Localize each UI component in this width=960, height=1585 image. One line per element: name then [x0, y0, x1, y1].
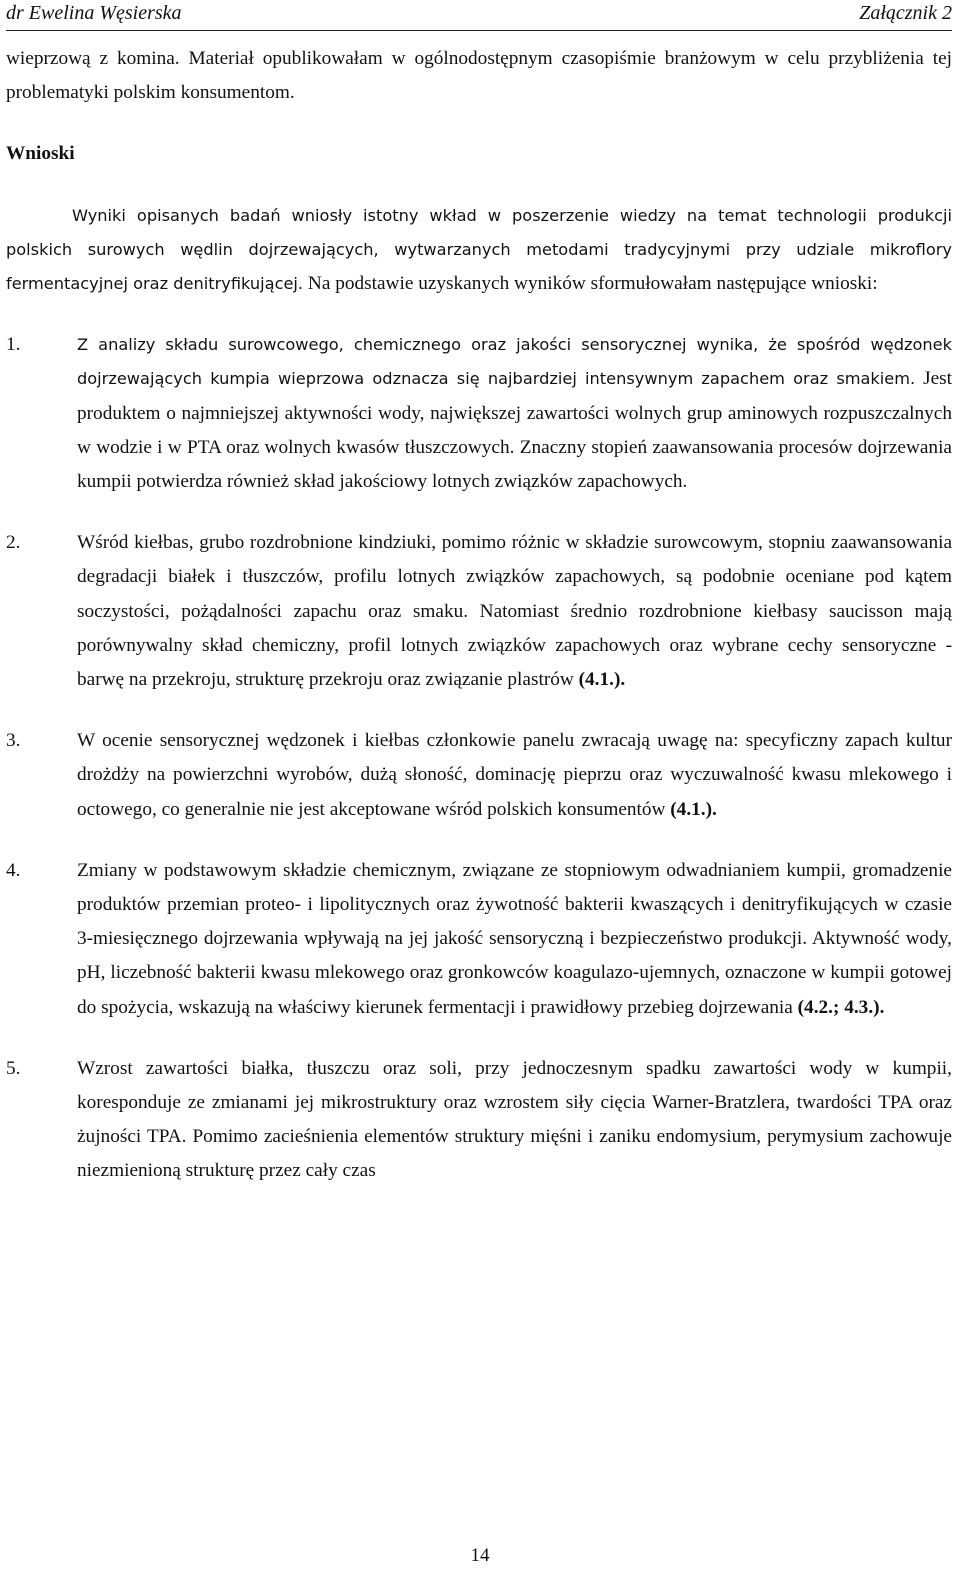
conclusion-item-1	[6, 328, 952, 499]
document-body	[6, 42, 952, 1216]
item-text-sans: Z analizy składu surowcowego, chemicznego oraz jakości sensorycznej wynika, że spośród wędzonek dojrzewających kumpia wieprzowa odznacza się najbardziej intensywnym zapachem oraz smakiem.	[77, 335, 952, 389]
page-header	[6, 0, 952, 31]
section-title: Wnioski	[6, 143, 75, 165]
item-reference: (4.1.).	[670, 798, 717, 820]
header-attachment: Załącznik 2	[859, 2, 952, 24]
intro-paragraph: wieprzową z komina. Materiał opublikowałam w ogólnodostępnym czasopiśmie branżowym w celu przybliżenia tej problematyki polskim konsumentom.	[6, 48, 952, 104]
conclusion-item-4	[6, 854, 952, 1025]
item-text-body: Wśród kiełbas, grubo rozdrobnione kindziuki, pomimo różnic w składzie surowcowym, stopniu zaawansowania degradacji białek i tłuszczów, profilu lotnych związków zapachowych, są podobnie oceniane pod kątem soczystości, pożądalności zapachu oraz smaku. Natomiast średnio rozdrobnione kiełbasy saucisson mają porównywalny skład chemiczny, profil lotnych związków zapachowych oraz wybrane cechy sensoryczne - barwę na przekroju, strukturę przekroju oraz związanie plastrów	[77, 532, 952, 691]
page-number: 14	[470, 1545, 490, 1566]
item-number: 3 .	[6, 724, 20, 758]
item-text-body: Zmiany w podstawowym składzie chemicznym, związane ze stopniowym odwadnianiem kumpii, gromadzenie produktów przemian proteo- i lipolitycznych oraz żywotność bakterii kwaszących i denitryfikujących w czasie 3-miesięcznego dojrzewania wpływają na jej jakość sensoryczną i bezpieczeństwo produkcji. Aktywność wody, pH, liczebność bakterii kwasu mlekowego oraz gronkowców koagulazo-ujemnych, oznaczone w kumpii gotowej do spożycia, wskazują na właściwy kierunek fermentacji i prawidłowy przebieg dojrzewania	[77, 859, 952, 1018]
item-number: 5 .	[6, 1052, 20, 1086]
conclusion-item-3	[6, 724, 952, 827]
lead-text-sans: Wyniki opisanych badań wniosły istotny wkład w poszerzenie wiedzy na temat technologii produkcji polskich surowych wędlin dojrzewających, wytwarzanych metodami tradycyjnymi przy udziale mikroflory fermentacyjnej oraz denitryfikującej.	[6, 205, 952, 294]
conclusion-item-5	[6, 1052, 952, 1189]
item-text	[77, 328, 952, 499]
item-number: 2 .	[6, 526, 20, 560]
header-author: dr Ewelina Węsierska	[6, 2, 182, 24]
item-number: 1 .	[6, 328, 20, 362]
conclusion-item-2	[6, 526, 952, 697]
item-number: 4 .	[6, 854, 20, 888]
item-reference: (4.2.; 4.3.).	[797, 996, 885, 1018]
item-reference: (4.1.).	[578, 669, 626, 691]
item-text	[77, 526, 952, 697]
item-text-serif: Jest produktem o najmniejszej aktywności wody, największej zawartości wolnych grup aminowych rozpuszczalnych w wodzie i w PTA oraz wolnych kwasów tłuszczowych. Znaczny stopień zaawansowania procesów dojrzewania kumpii potwierdza również skład jakościowy lotnych związków zapachowych.	[77, 368, 952, 493]
item-text	[77, 724, 952, 827]
lead-text: Na podstawie uzyskanych wyników sformułowałam następujące wnioski:	[303, 273, 878, 295]
item-text	[77, 854, 952, 1025]
item-text-body: Wzrost zawartości białka, tłuszczu oraz soli, przy jednoczesnym spadku zawartości wody w kumpii, koresponduje ze zmianami jej mikrostruktury oraz wzrostem siły cięcia Warner-Bratzlera, twardości TPA oraz żujności TPA. Pomimo zacieśnienia elementów struktury mięśni i zaniku endomysium, perymysium zachowuje niezmienioną strukturę przez cały czas	[77, 1057, 952, 1182]
item-text-body: W ocenie sensorycznej wędzonek i kiełbas członkowie panelu zwracają uwagę na: specyficzny zapach kultur drożdży na powierzchni wyrobów, dużą słoność, dominację pieprzu oraz wyczuwalność kwasu mlekowego i octowego, co generalnie nie jest akceptowane wśród polskich konsumentów	[77, 730, 952, 820]
lead-paragraph	[6, 199, 952, 302]
item-text	[77, 1052, 952, 1189]
